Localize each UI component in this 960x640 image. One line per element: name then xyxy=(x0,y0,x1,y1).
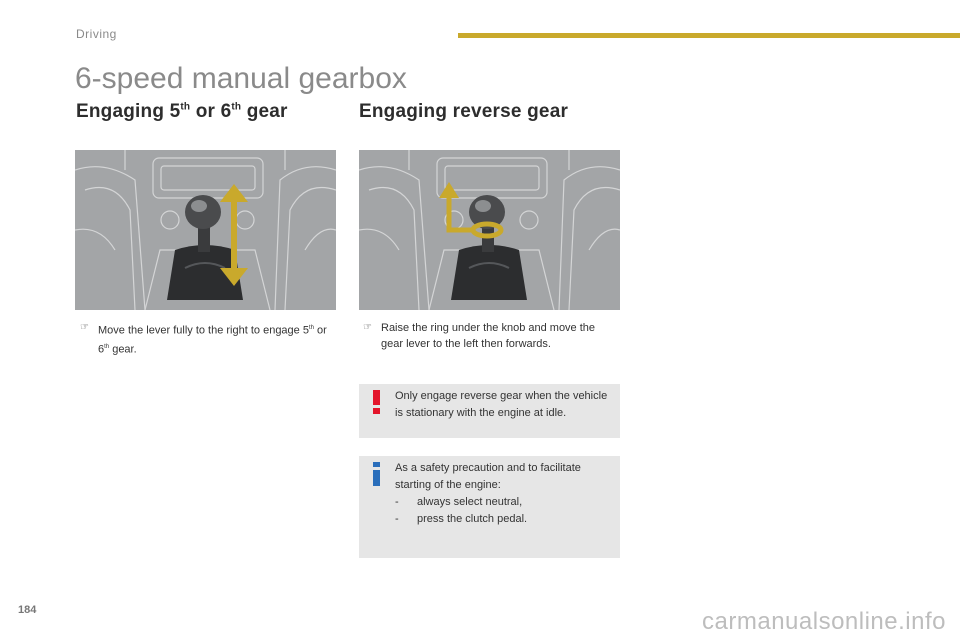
gear-lever-illustration-5th-6th xyxy=(75,150,336,310)
heading-engaging-5th-6th: Engaging 5th or 6th gear xyxy=(76,101,288,122)
gear-lever-illustration-reverse xyxy=(359,150,620,310)
section-label: Driving xyxy=(76,27,117,41)
info-text xyxy=(395,460,617,528)
info-list xyxy=(395,494,617,528)
warning-notice xyxy=(359,384,620,438)
pointing-finger-icon: ☞ xyxy=(363,322,372,333)
page-number: 184 xyxy=(18,604,37,616)
info-intro: As a safety precaution and to facilitate starting of the engine: xyxy=(395,462,581,491)
pointing-finger-icon: ☞ xyxy=(80,322,89,333)
list-item: - always select neutral, xyxy=(395,494,617,511)
header-accent-bar xyxy=(458,33,960,38)
watermark: carmanualsonline.info xyxy=(702,608,946,635)
heading-engaging-reverse: Engaging reverse gear xyxy=(359,101,569,122)
info-icon xyxy=(366,462,388,486)
bullet-engage-reverse: ☞ Raise the ring under the knob and move the gear lever to the left then forwards. xyxy=(363,322,596,350)
list-item: - press the clutch pedal. xyxy=(395,511,617,528)
page-title: 6-speed manual gearbox xyxy=(75,62,407,95)
bullet-engage-5th-6th: ☞ Move the lever fully to the right to engage 5th or 6th gear. xyxy=(80,322,327,356)
exclamation-icon xyxy=(366,390,388,414)
info-notice xyxy=(359,456,620,558)
warning-text: Only engage reverse gear when the vehicle is stationary with the engine at idle. xyxy=(395,390,608,419)
